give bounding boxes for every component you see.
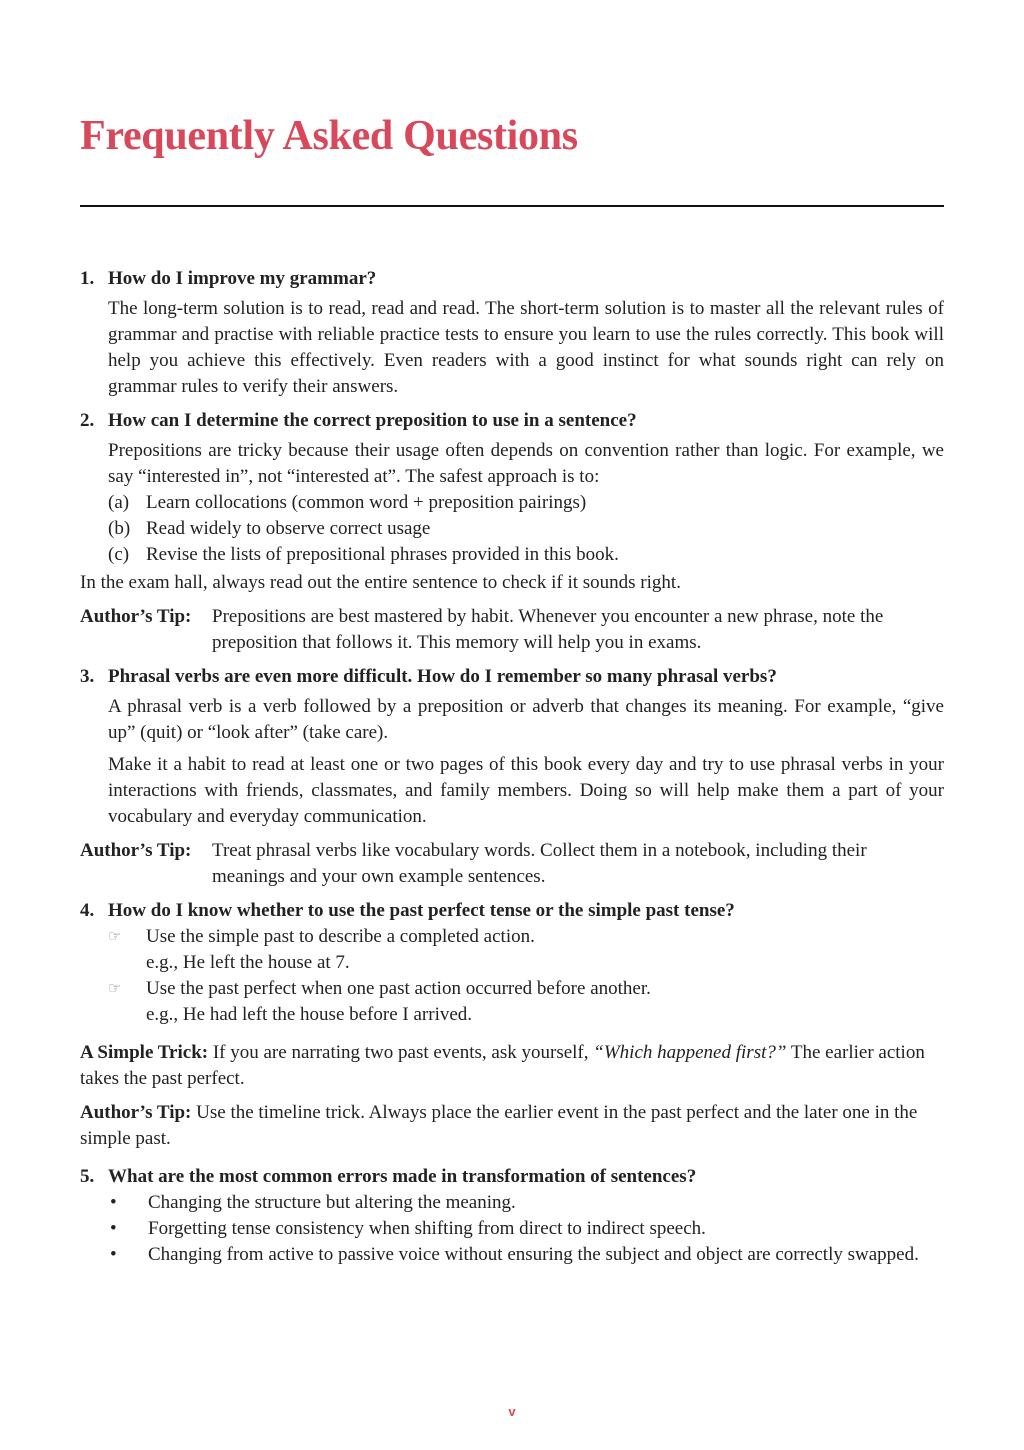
authors-tip-3 (80, 838, 944, 890)
list-item (108, 1190, 944, 1216)
list-item (108, 490, 944, 516)
faq-answer-3a: A phrasal verb is a verb followed by a preposition or adverb that changes its meaning. For example, “give up” (quit) or “look after” (take care). (108, 696, 944, 743)
trick-text-before: If you are narrating two past events, ask yourself, (212, 1042, 594, 1063)
faq-answer-2: Prepositions are tricky because their usage often depends on convention rather than logic. For example, we say “interested in”, not “interested at”. The safest approach is to: (108, 440, 944, 487)
bullet-icon: • (110, 1192, 117, 1213)
list-text: Changing the structure but altering the meaning. (148, 1192, 516, 1213)
question-text: Phrasal verbs are even more difficult. How do I remember so many phrasal verbs? (108, 666, 777, 687)
authors-tip-2 (80, 604, 944, 656)
question-text: What are the most common errors made in transformation of sentences? (108, 1166, 697, 1187)
list-marker: (b) (108, 518, 131, 539)
question-number: 2. (80, 410, 95, 431)
question-text: How can I determine the correct preposition to use in a sentence? (108, 410, 637, 431)
question-text: How do I improve my grammar? (108, 268, 377, 289)
faq-question-4 (80, 898, 944, 924)
list-item (108, 1242, 944, 1268)
list-item (108, 1216, 944, 1242)
question-number: 1. (80, 268, 95, 289)
faq-question-3 (80, 664, 944, 690)
faq-content (80, 258, 944, 1268)
tip-label: Author’s Tip: (80, 840, 192, 861)
faq-answer-1: The long-term solution is to read, read and read. The short-term solution is to master all the relevant rules of grammar and practise with reliable practice tests to ensure you learn to use the rules correctly. This book will help you achieve this effectively. Even readers with a good instinct for what sounds right can rely on grammar rules to verify their answers. (108, 298, 944, 397)
trick-label: A Simple Trick: (80, 1042, 209, 1063)
page-title: Frequently Asked Questions (80, 113, 578, 159)
authors-tip-4 (80, 1100, 944, 1152)
tip-label: Author’s Tip: (80, 1102, 192, 1123)
tip-text: Treat phrasal verbs like vocabulary words. Collect them in a notebook, including their meanings and your own example sentences. (212, 840, 867, 887)
trick-quote: “Which happened first?” (593, 1042, 787, 1063)
list-marker: (c) (108, 544, 130, 565)
pointing-hand-icon: ☞ (108, 981, 122, 997)
list-item (108, 924, 944, 950)
bullet-icon: • (110, 1244, 117, 1265)
example-text: e.g., He left the house at 7. (146, 952, 350, 973)
list-text: Changing from active to passive voice without ensuring the subject and object are correctly swapped. (148, 1244, 919, 1265)
faq-closing-2: In the exam hall, always read out the entire sentence to check if it sounds right. (80, 572, 681, 593)
list-text: Forgetting tense consistency when shifting from direct to indirect speech. (148, 1218, 706, 1239)
trick-text-after: The earlier action takes the past perfect. (80, 1042, 925, 1089)
list-text: Learn collocations (common word + preposition pairings) (146, 492, 587, 513)
list-text: Use the past perfect when one past action occurred before another. (146, 978, 651, 999)
bullet-icon: • (110, 1218, 117, 1239)
example-text: e.g., He had left the house before I arrived. (146, 1004, 473, 1025)
pointing-hand-icon: ☞ (108, 929, 122, 945)
faq-answer-3b: Make it a habit to read at least one or two pages of this book every day and try to use phrasal verbs in your interactions with friends, classmates, and family members. Doing so will help make them a part of your vocabulary and everyday communication. (108, 754, 944, 827)
list-item (108, 542, 944, 568)
list-item (108, 516, 944, 542)
simple-trick (80, 1040, 944, 1092)
faq-question-2 (80, 408, 944, 434)
title-divider (80, 205, 944, 207)
faq-question-5 (80, 1164, 944, 1190)
list-item (108, 976, 944, 1002)
tip-label: Author’s Tip: (80, 606, 192, 627)
list-text: Use the simple past to describe a completed action. (146, 926, 535, 947)
tip-text: Use the timeline trick. Always place the earlier event in the past perfect and the later one in the simple past. (80, 1102, 918, 1149)
question-number: 3. (80, 666, 95, 687)
page-number: v (508, 1404, 516, 1419)
list-marker: (a) (108, 492, 130, 513)
question-number: 5. (80, 1166, 95, 1187)
list-text: Revise the lists of prepositional phrases provided in this book. (146, 544, 619, 565)
faq-question-1 (80, 266, 944, 292)
tip-text: Prepositions are best mastered by habit. Whenever you encounter a new phrase, note the preposition that follows it. This memory will help you in exams. (212, 606, 884, 653)
question-text: How do I know whether to use the past perfect tense or the simple past tense? (108, 900, 735, 921)
list-text: Read widely to observe correct usage (146, 518, 431, 539)
question-number: 4. (80, 900, 95, 921)
